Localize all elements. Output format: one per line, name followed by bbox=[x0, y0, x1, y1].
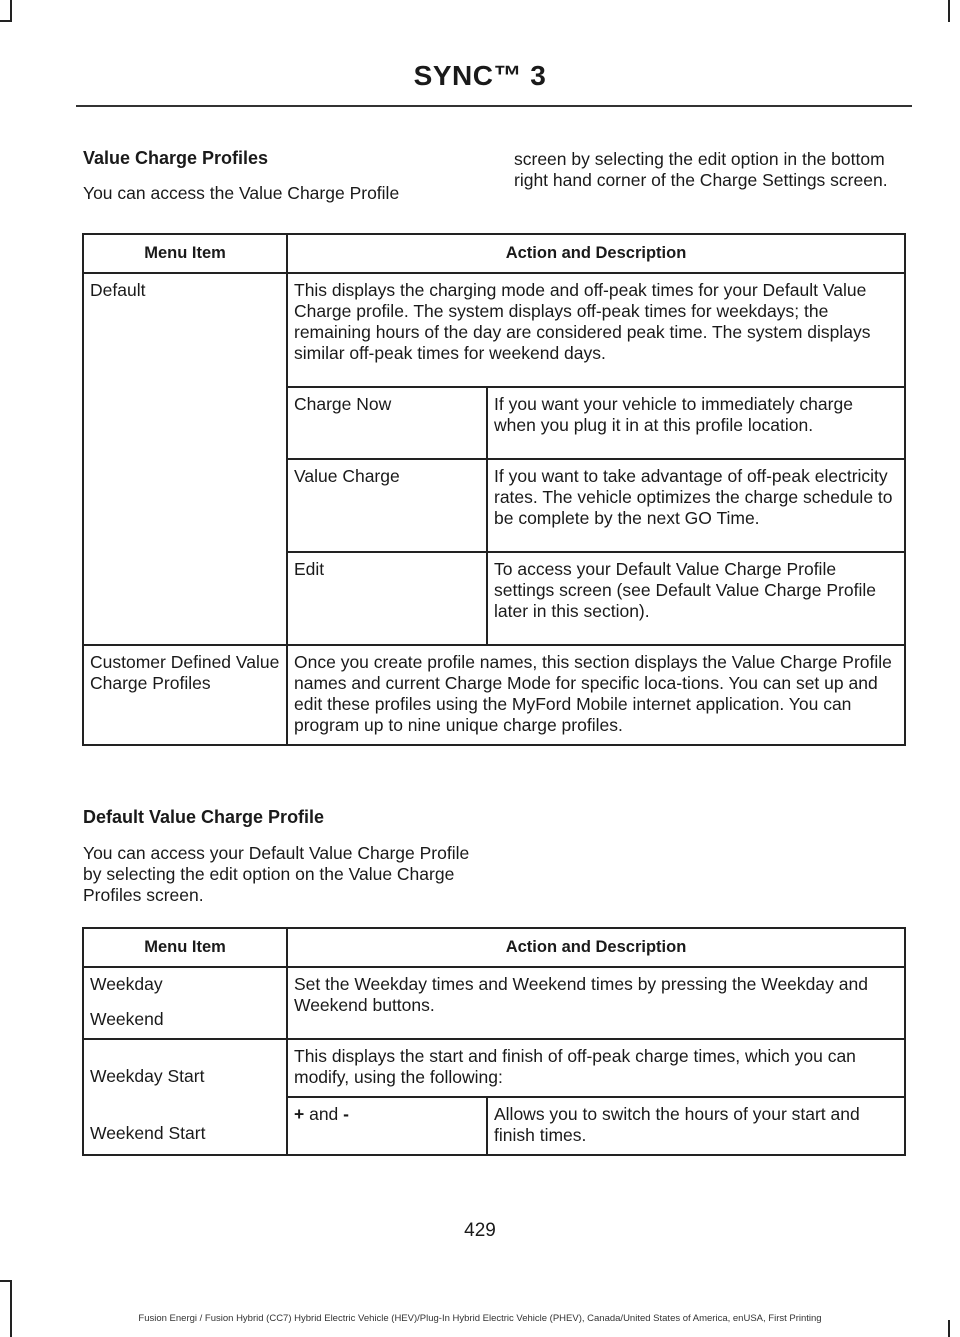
description-text: Once you create profile names, this section displays the Value Charge Profile names and current Charge Mode for specific loca-tions. You can set up and edit these profiles using the MyFord Mobile internet application. You can program up to nine unique charge profiles. bbox=[294, 652, 892, 735]
column-header-menu-item: Menu Item bbox=[83, 928, 287, 967]
table-header-row bbox=[83, 928, 905, 967]
and-text: and bbox=[304, 1104, 344, 1124]
sub-description-charge-now bbox=[487, 387, 905, 459]
sub-description-plus-minus bbox=[487, 1097, 905, 1155]
minus-symbol: - bbox=[343, 1104, 349, 1124]
menu-items-start bbox=[83, 1039, 287, 1155]
description-text: If you want to take advantage of off-peak electricity rates. The vehicle optimizes the charge schedule to be complete by the next GO Time. bbox=[494, 466, 893, 528]
header-divider bbox=[76, 105, 912, 107]
crop-mark bbox=[0, 1280, 12, 1282]
menu-items-weekday-weekend bbox=[83, 967, 287, 1039]
menu-item-weekday: Weekday bbox=[90, 974, 163, 994]
description-start bbox=[287, 1039, 905, 1097]
description-text: To access your Default Value Charge Profile settings screen (see Default Value Charge Profile later in this section). bbox=[494, 559, 876, 621]
column-header-menu-item: Menu Item bbox=[83, 234, 287, 273]
sub-item-edit: Edit bbox=[287, 552, 487, 645]
description-text: Set the Weekday times and Weekend times by pressing the Weekday and Weekend buttons. bbox=[294, 974, 868, 1015]
section-heading-default-value-charge-profile: Default Value Charge Profile bbox=[83, 807, 325, 827]
cell-spacer bbox=[294, 364, 898, 378]
description-text: This displays the start and finish of off-peak charge times, which you can modify, using the following: bbox=[294, 1046, 856, 1087]
value-charge-profiles-table bbox=[82, 233, 906, 746]
table-row bbox=[83, 967, 905, 1039]
sub-item-charge-now: Charge Now bbox=[287, 387, 487, 459]
column-header-action: Action and Description bbox=[287, 234, 905, 273]
default-value-charge-profile-table bbox=[82, 927, 906, 1156]
menu-item-weekend-start: Weekend Start bbox=[90, 1123, 206, 1143]
table-header-row bbox=[83, 234, 905, 273]
section-heading-value-charge-profiles: Value Charge Profiles bbox=[83, 148, 269, 168]
crop-mark bbox=[948, 0, 950, 22]
description-weekday-weekend bbox=[287, 967, 905, 1039]
crop-mark bbox=[0, 20, 12, 22]
sub-description-edit bbox=[487, 552, 905, 645]
menu-item-weekend: Weekend bbox=[90, 1009, 164, 1029]
sub-item-value-charge: Value Charge bbox=[287, 459, 487, 552]
table-row bbox=[83, 645, 905, 745]
description-text: Allows you to switch the hours of your start and finish times. bbox=[494, 1104, 860, 1145]
sub-item-plus-minus bbox=[287, 1097, 487, 1155]
page-footer: Fusion Energi / Fusion Hybrid (CC7) Hybrid Electric Vehicle (HEV)/Plug-In Hybrid Electric Vehicle (PHEV), Canada/United States of America, enUSA, First Printing bbox=[138, 1313, 822, 1324]
intro-text-col1: You can access the Value Charge Profile bbox=[83, 183, 400, 203]
menu-item-weekday-start: Weekday Start bbox=[90, 1066, 205, 1086]
cell-spacer bbox=[494, 529, 898, 543]
menu-item-customer-defined: Customer Defined Value Charge Profiles bbox=[83, 645, 287, 745]
plus-symbol: + bbox=[294, 1104, 305, 1124]
cell-spacer bbox=[494, 622, 898, 636]
cell-spacer bbox=[494, 436, 898, 450]
column-header-action: Action and Description bbox=[287, 928, 905, 967]
table-row bbox=[83, 1039, 905, 1097]
crop-mark bbox=[10, 1280, 12, 1337]
sub-description-value-charge bbox=[487, 459, 905, 552]
crop-mark bbox=[10, 0, 12, 22]
description-text: This displays the charging mode and off-peak times for your Default Value Charge profile. The system displays off-peak times for weekdays; the remaining hours of the day are considered peak time. The system displays similar off-peak times for weekend days. bbox=[294, 280, 871, 363]
description-text: If you want your vehicle to immediately charge when you plug it in at this profile location. bbox=[494, 394, 853, 435]
page-header-title: SYNC™ 3 bbox=[413, 60, 547, 91]
table-row bbox=[83, 273, 905, 387]
intro-text-col2: screen by selecting the edit option in the bottom right hand corner of the Charge Settings screen. bbox=[514, 149, 888, 190]
menu-item-default: Default bbox=[83, 273, 287, 645]
description-default bbox=[287, 273, 905, 387]
section2-text: You can access your Default Value Charge Profile by selecting the edit option on the Value Charge Profiles screen. bbox=[83, 843, 470, 905]
description-customer-defined bbox=[287, 645, 905, 745]
page-number: 429 bbox=[464, 1220, 496, 1241]
